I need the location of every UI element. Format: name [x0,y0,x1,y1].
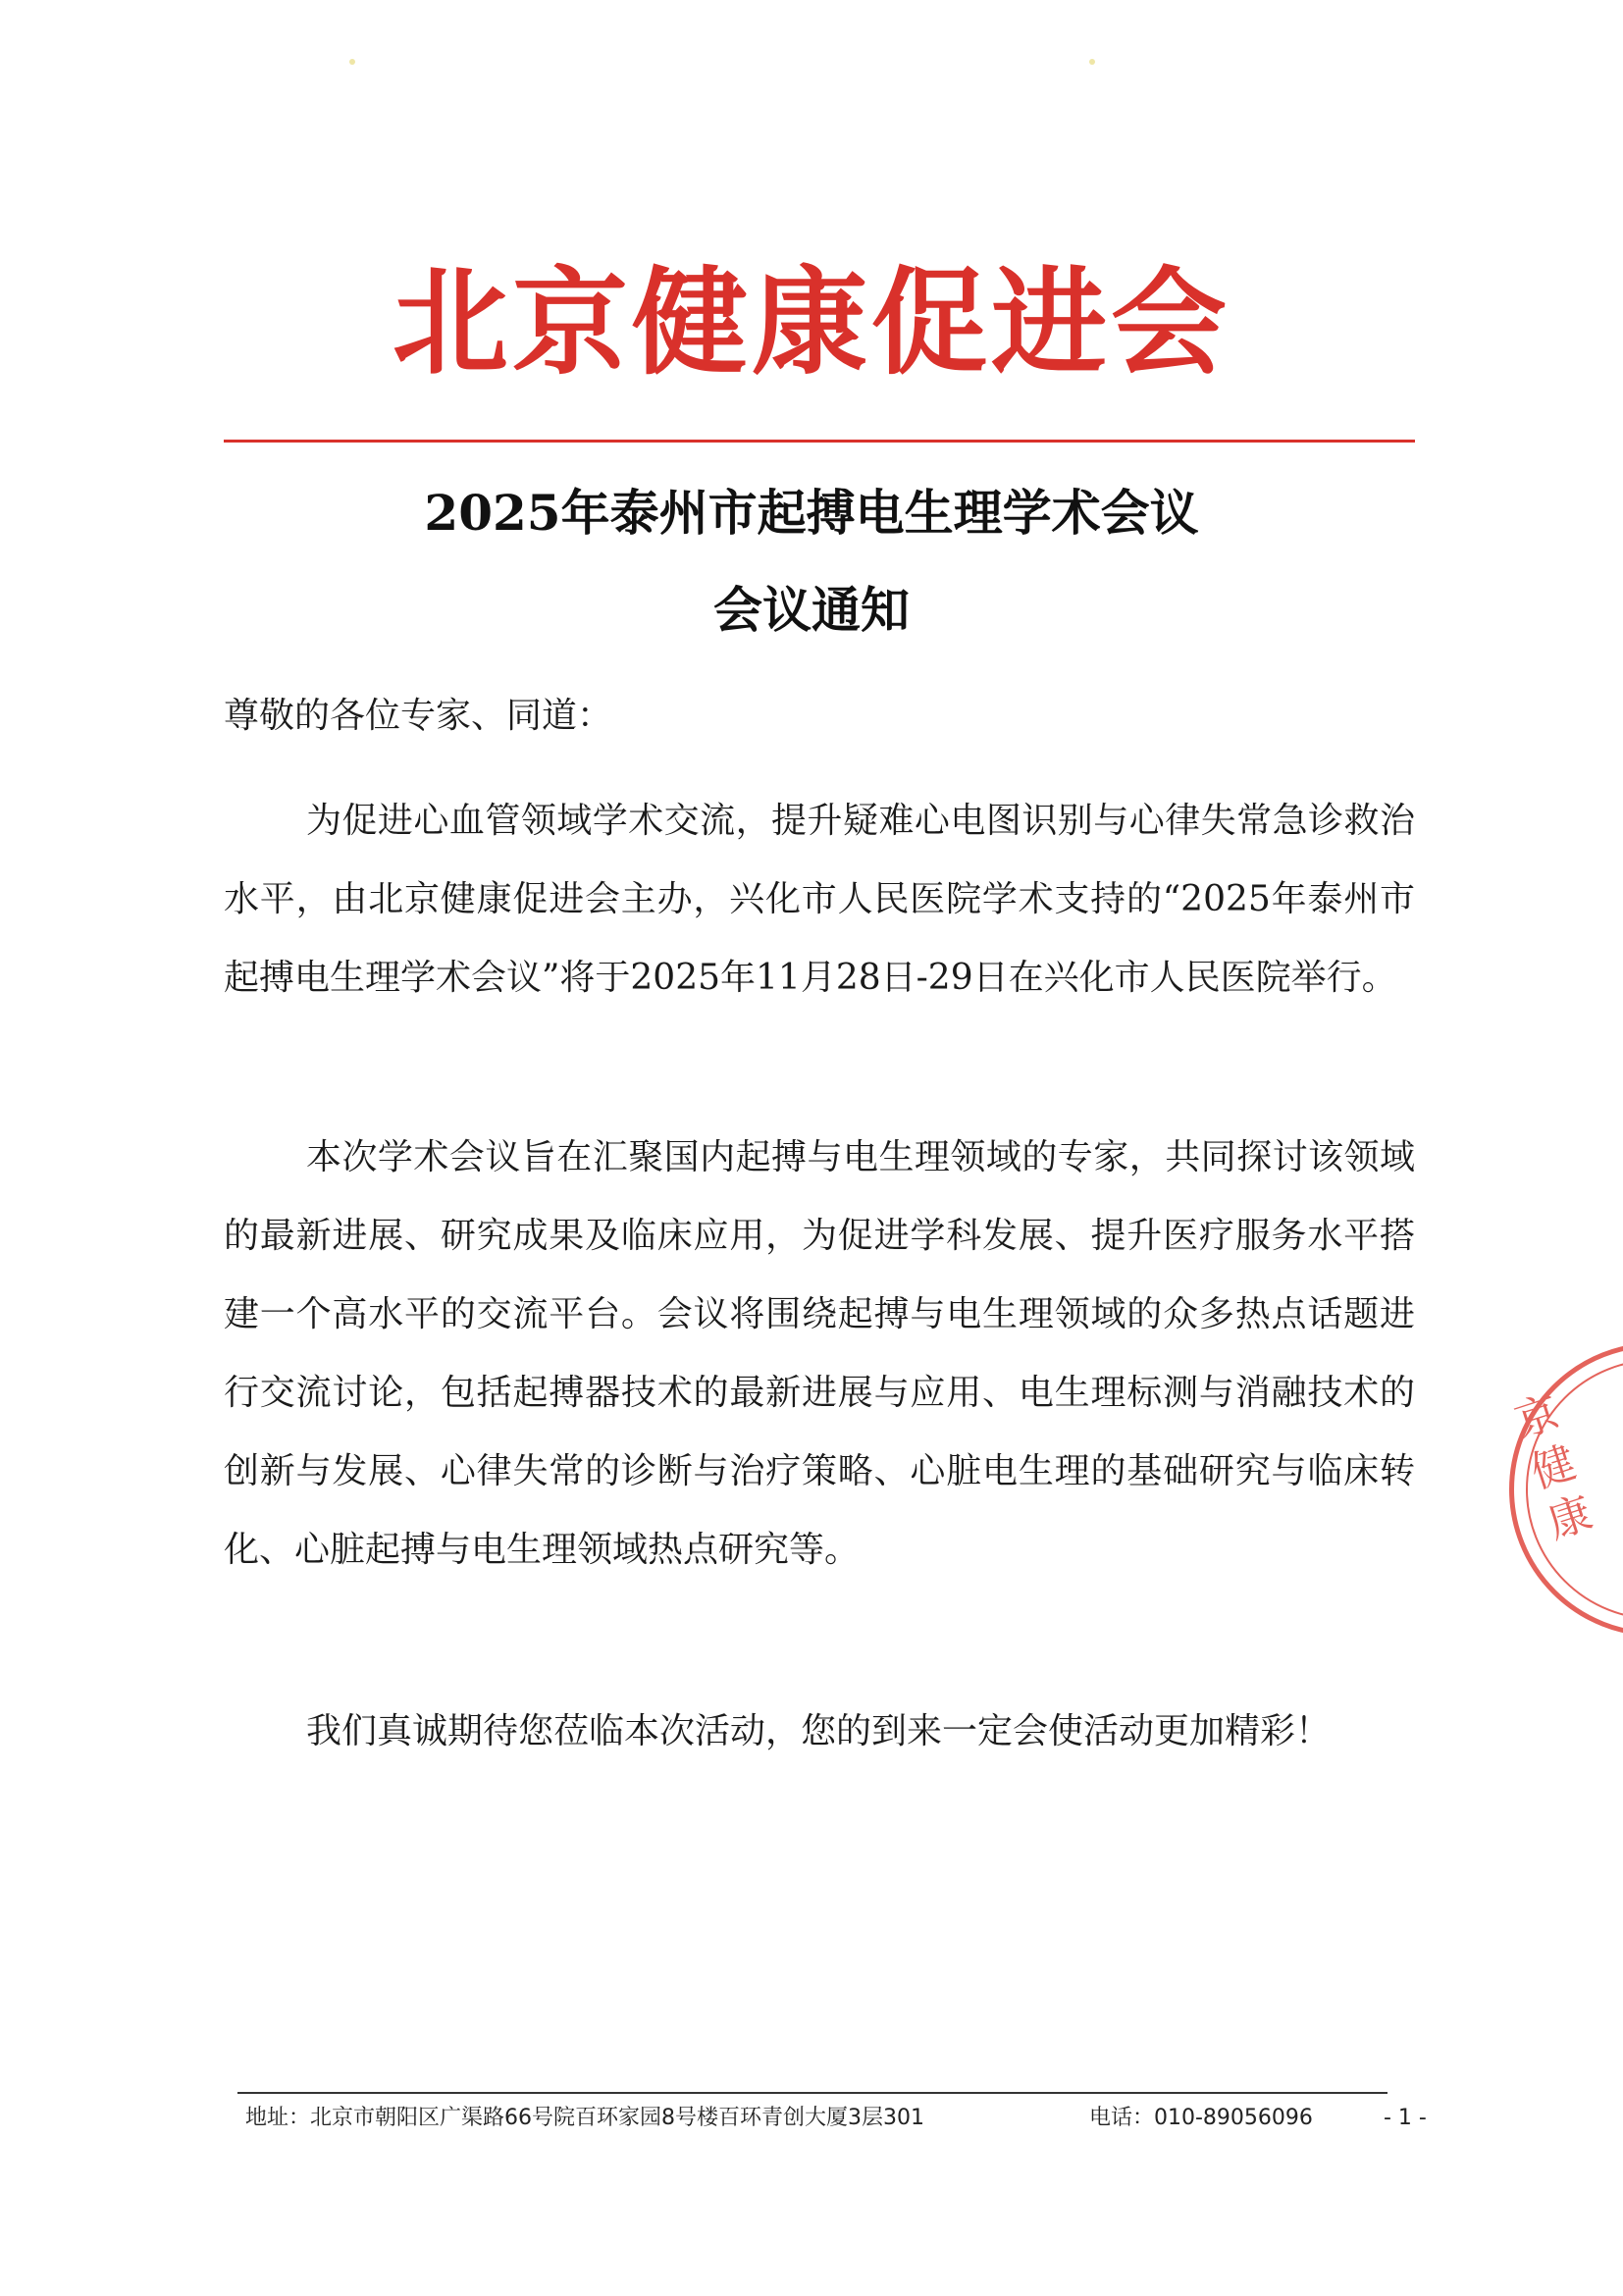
seal-text: 京健康 [1508,1386,1598,1549]
salutation: 尊敬的各位专家、同道： [224,696,613,736]
footer-address: 地址：北京市朝阳区广渠路66号院百环家园8号楼百环青创大厦3层301 [245,2106,924,2130]
scan-speck [1089,59,1095,65]
document-subtitle: 会议通知 [713,581,910,639]
body-paragraph-2: 本次学术会议旨在汇聚国内起搏与电生理领域的专家，共同探讨该领域的最新进展、研究成果及临床应用，为促进学科发展、提升医疗服务水平搭建一个高水平的交流平台。会议将围绕起搏与电生理领域的众多热点话题进行交流讨论，包括起搏器技术的最新进展与应用、电生理标测与消融技术的创新与发展、心律失常的诊断与治疗策略、心脏电生理的基础研究与临床转化、心脏起搏与电生理领域热点研究等。 [224,1137,1415,1570]
footer-divider [237,2092,1387,2094]
page-number: - 1 - [1384,2106,1427,2130]
document-title: 2025年泰州市起搏电生理学术会议 [424,484,1199,542]
body-paragraph-3: 我们真诚期待您莅临本次活动，您的到来一定会使活动更加精彩！ [306,1711,1332,1751]
letterhead-divider [224,440,1415,443]
scan-speck [349,59,355,65]
footer-phone: 电话：010-89056096 [1089,2106,1313,2130]
body-paragraph-1: 为促进心血管领域学术交流，提升疑难心电图识别与心律失常急诊救治水平，由北京健康促进会主办，兴化市人民医院学术支持的“2025年泰州市起搏电生理学术会议”将于2025年11月28日-29日在兴化市人民医院举行。 [224,801,1415,998]
official-seal-stamp [1509,1342,1623,1637]
letterhead-org-name: 北京健康促进会 [392,255,1230,391]
